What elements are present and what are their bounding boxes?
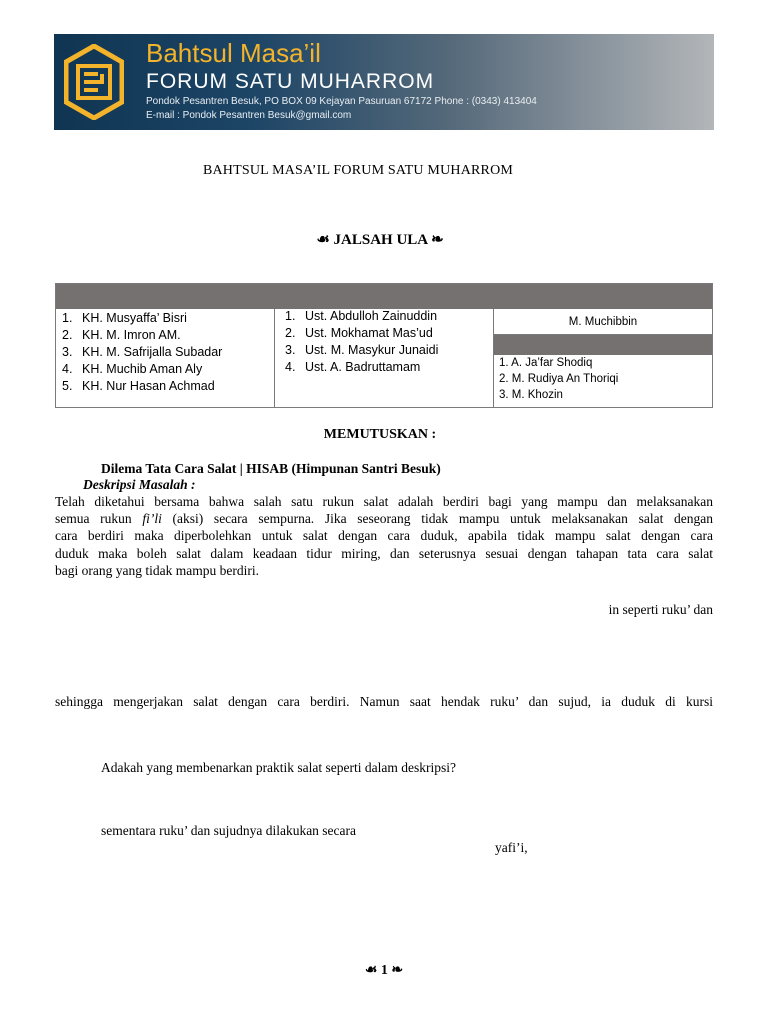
list-item: 1. Ust. Abdulloh Zainuddin xyxy=(285,309,438,323)
problem-title: Dilema Tata Cara Salat | HISAB (Himpunan Santri Besuk) xyxy=(101,461,441,476)
banner-address: Pondok Pesantren Besuk, PO BOX 09 Kejayan Pasuruan 67172 Phone : (0343) 413404 xyxy=(146,96,537,107)
list-item: 1. A. Ja’far Shodiq xyxy=(499,357,593,369)
description-paragraph xyxy=(55,493,713,579)
list-item: 2. M. Rudiya An Thoriqi xyxy=(499,373,619,385)
list-item: 2. Ust. Mokhamat Mas’ud xyxy=(285,326,433,340)
paragraph-line: cara berdiri maka diperbolehkan untuk salat dengan cara duduk, apabila tidak mampu salat dengan cara xyxy=(55,528,713,544)
page-number: ☙ 1 ❧ xyxy=(364,963,404,978)
paragraph-line: semua rukun fi’li (aksi) secara sempurna. Jika seseorang tidak mampu untuk melaksanakan salat dengan xyxy=(55,511,714,527)
list-item: 1. KH. Musyaffa’ Bisri xyxy=(62,311,187,325)
question-text: Adakah yang membenarkan praktik salat seperti dalam deskripsi? xyxy=(101,760,457,775)
text-fragment: sehingga mengerjakan salat dengan cara berdiri. Namun saat hendak ruku’ dan sujud, ia duduk di kursi xyxy=(55,694,713,709)
paragraph-line: duduk maka boleh salat dalam keadaan tidur miring, dan seterusnya sesuai dengan tahapan tata cara salat xyxy=(55,545,713,561)
list-item: 2. KH. M. Imron AM. xyxy=(62,328,181,342)
moderator-name: M. Muchibbin xyxy=(494,309,712,335)
decision-heading: MEMUTUSKAN : xyxy=(323,427,437,442)
text-fragment: sementara ruku’ dan sujudnya dilakukan secara xyxy=(101,823,357,838)
table-subheader-bar xyxy=(494,335,712,355)
banner-subtitle: FORUM SATU MUHARROM xyxy=(146,70,435,93)
banner-email: E-mail : Pondok Pesantren Besuk@gmail.com xyxy=(146,110,352,121)
list-item: 4. Ust. A. Badruttamam xyxy=(285,360,421,374)
text-fragment: yafi’i, xyxy=(495,840,528,855)
table-column-1 xyxy=(56,309,275,407)
table-column-3 xyxy=(494,309,712,407)
bsm-logo-icon xyxy=(64,44,124,120)
list-item: 4. KH. Muchib Aman Aly xyxy=(62,362,203,376)
list-item: 3. M. Khozin xyxy=(499,389,563,401)
document-heading: BAHTSUL MASA’IL FORUM SATU MUHARROM xyxy=(202,163,514,178)
section-title: ☙ JALSAH ULA ❧ xyxy=(316,232,444,248)
text-fragment: in seperti ruku’ dan xyxy=(608,602,713,617)
letterhead-banner xyxy=(54,34,714,130)
list-item: 5. KH. Nur Hasan Achmad xyxy=(62,379,215,393)
participants-table xyxy=(55,283,713,408)
list-item: 3. KH. M. Safrijalla Subadar xyxy=(62,345,223,359)
banner-title: Bahtsul Masa’il xyxy=(146,38,321,68)
list-item: 3. Ust. M. Masykur Junaidi xyxy=(285,343,439,357)
paragraph-line: bagi orang yang tidak mampu berdiri. xyxy=(55,562,259,578)
description-label: Deskripsi Masalah : xyxy=(83,477,196,492)
table-header-bar xyxy=(56,284,712,309)
paragraph-line: Telah diketahui bersama bahwa salah satu rukun salat adalah berdiri bagi yang mampu dan melaksanakan xyxy=(55,494,713,509)
table-column-2 xyxy=(275,309,494,407)
